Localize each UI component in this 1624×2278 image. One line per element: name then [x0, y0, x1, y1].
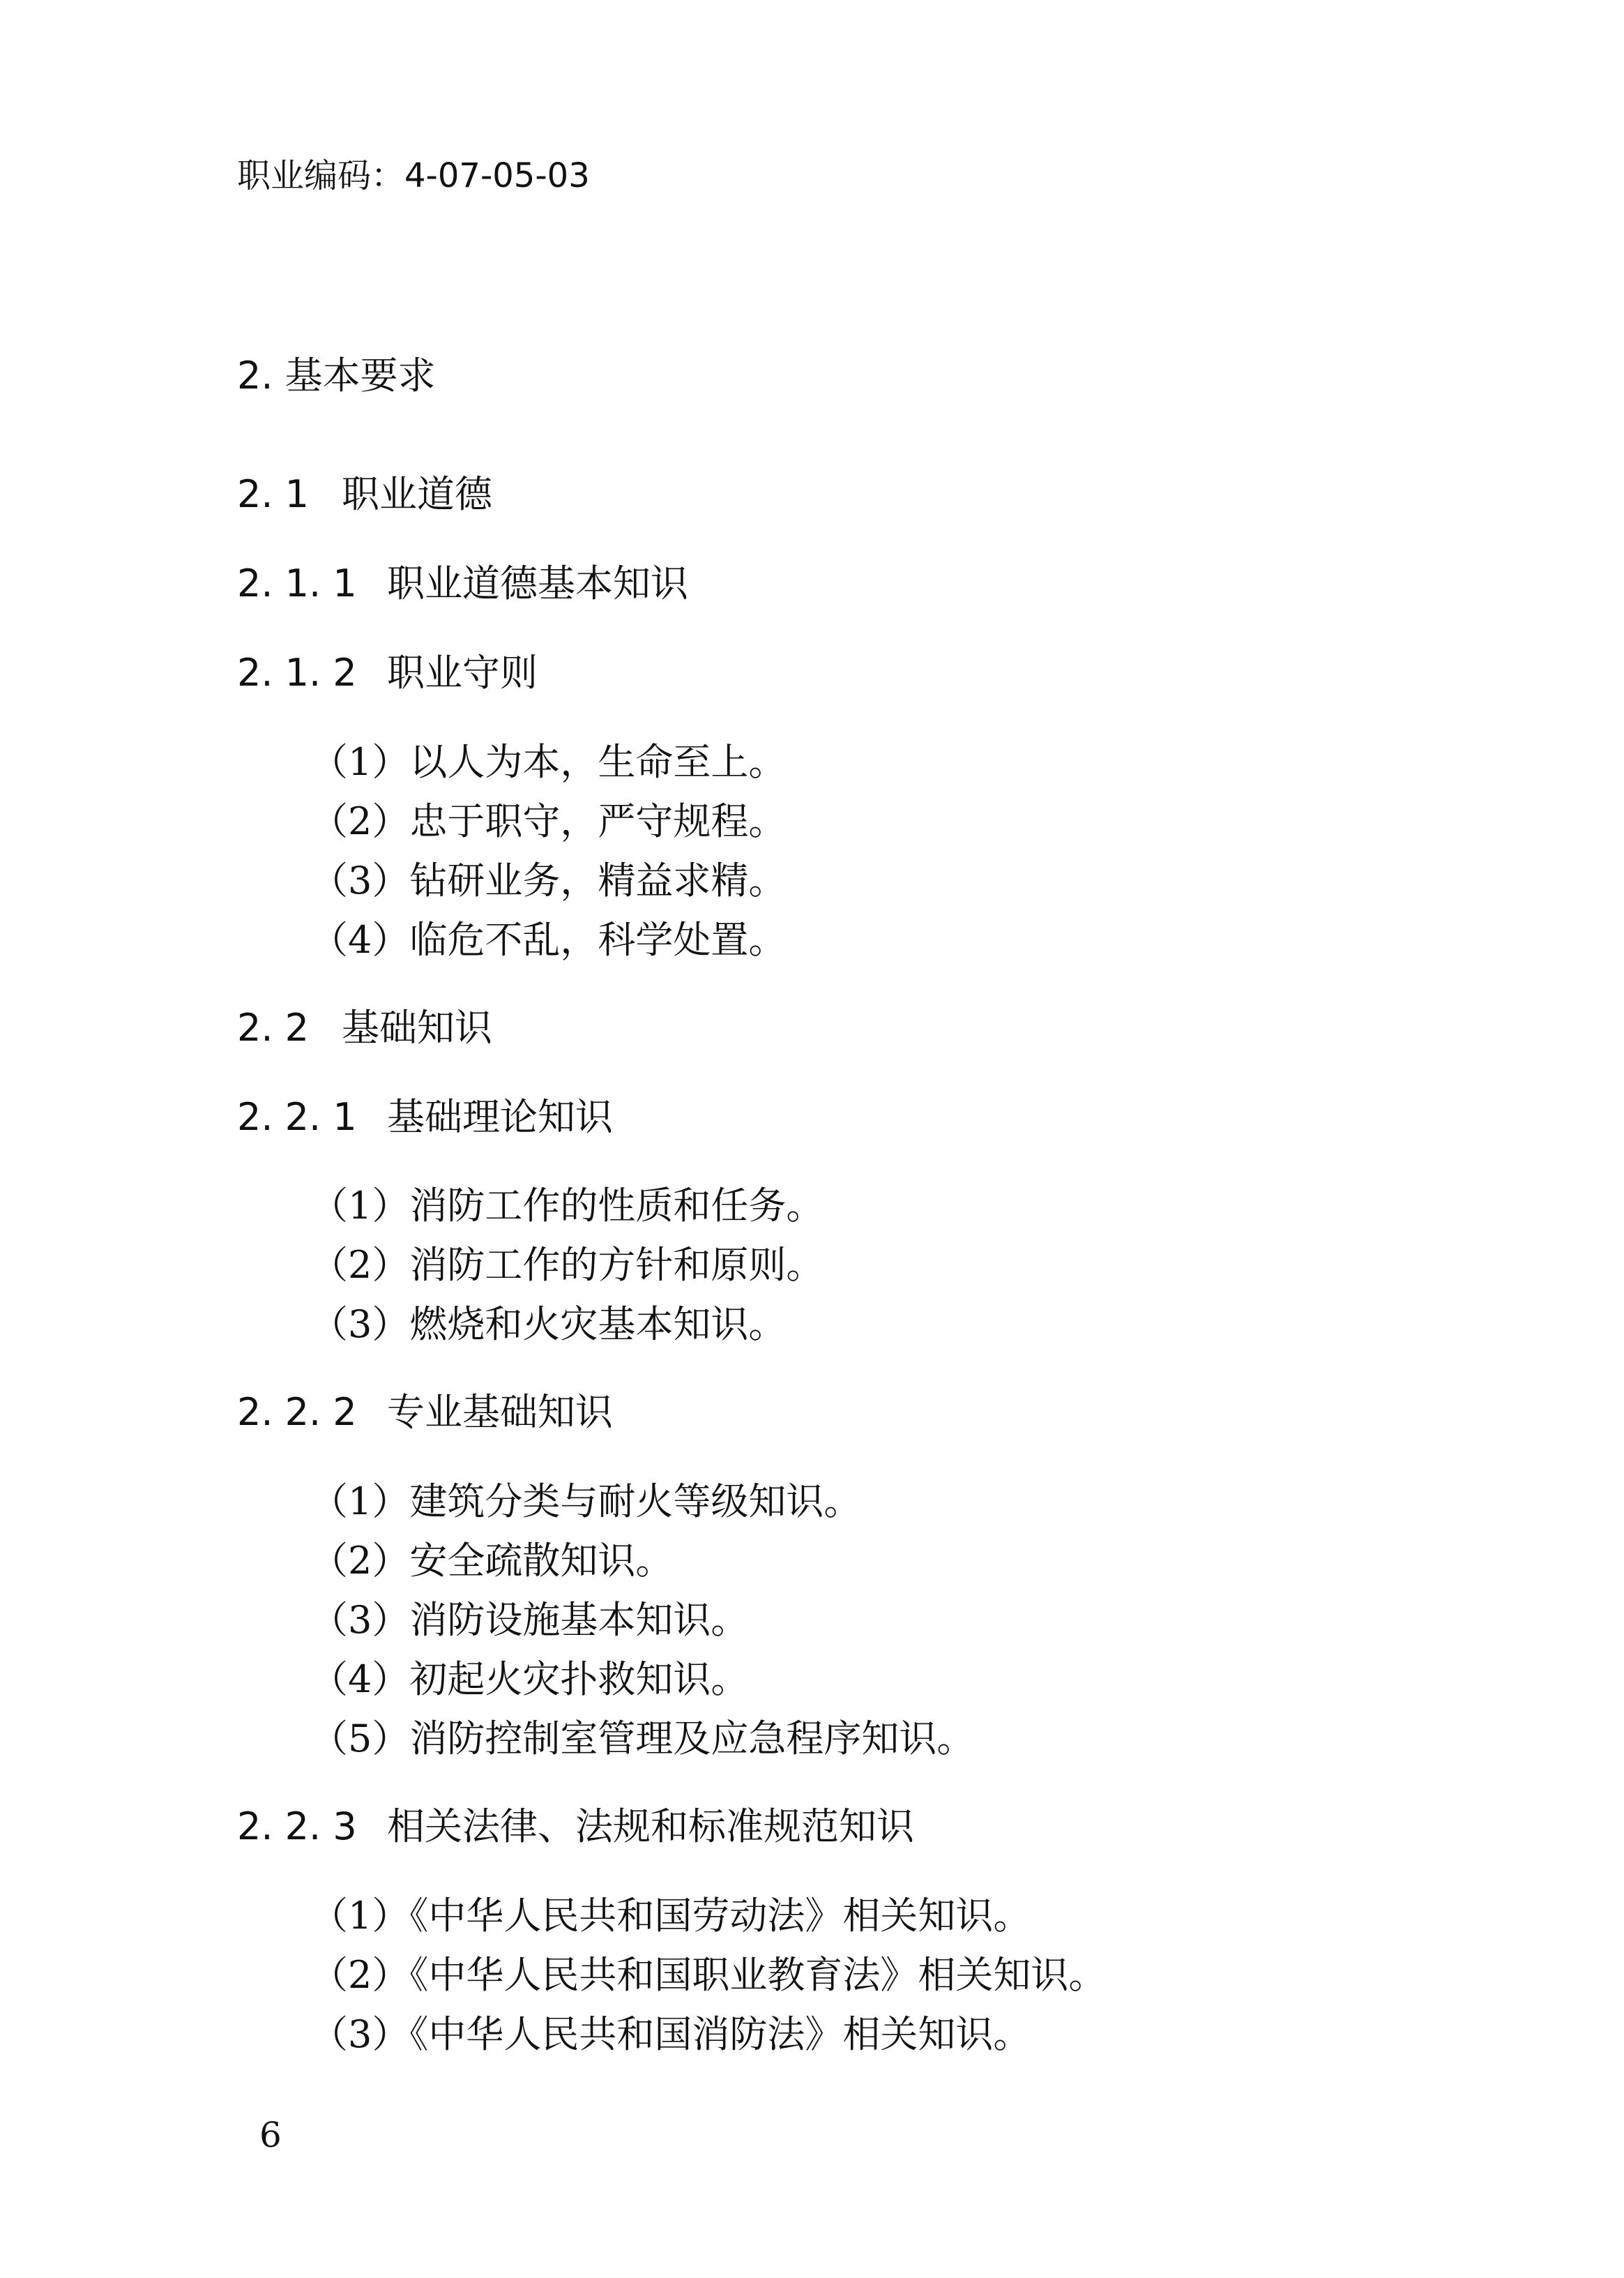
section-2-1-heading [237, 472, 492, 516]
section-title: 基础理论知识 [387, 1095, 613, 1139]
list-item: （4）临危不乱，科学处置。 [310, 918, 787, 962]
list-item: （1）消防工作的性质和任务。 [310, 1184, 824, 1228]
list-item: （2）消防工作的方针和原则。 [310, 1243, 824, 1287]
section-title: 职业守则 [387, 651, 538, 695]
section-number: 2. 2 [237, 1006, 310, 1050]
list-item: （1）以人为本，生命至上。 [310, 740, 787, 784]
section-number: 2. 1. 2 [237, 651, 357, 695]
section-title: 基础知识 [342, 1006, 492, 1050]
section-number: 2. 1. 1 [237, 561, 357, 605]
list-item: （3）燃烧和火灾基本知识。 [310, 1302, 787, 1346]
list-item: （3）《中华人民共和国消防法》相关知识。 [310, 2012, 1031, 2056]
section-title: 职业道德基本知识 [387, 561, 688, 605]
list-item: （2）安全疏散知识。 [310, 1539, 674, 1583]
section-2-2-3-heading [237, 1804, 914, 1848]
section-2-1-2-heading [237, 651, 538, 695]
section-number: 2. 2. 3 [237, 1804, 357, 1848]
section-2-heading: 2. 基本要求 [237, 354, 436, 398]
list-item: （5）消防控制室管理及应急程序知识。 [310, 1717, 975, 1760]
section-title: 相关法律、法规和标准规范知识 [387, 1804, 914, 1848]
section-title: 职业道德 [342, 472, 492, 516]
list-item: （3）消防设施基本知识。 [310, 1598, 749, 1642]
occupation-code: 职业编码：4-07-05-03 [237, 156, 590, 195]
section-2-2-heading [237, 1006, 492, 1050]
section-2-1-1-heading [237, 561, 688, 605]
section-number: 2. 2. 1 [237, 1095, 357, 1139]
list-item: （1）《中华人民共和国劳动法》相关知识。 [310, 1894, 1031, 1938]
section-2-2-2-heading [237, 1390, 613, 1434]
section-2-2-1-heading [237, 1095, 613, 1139]
list-item: （4）初起火灾扑救知识。 [310, 1657, 749, 1701]
page-number: 6 [259, 2115, 282, 2155]
list-item: （2）《中华人民共和国职业教育法》相关知识。 [310, 1953, 1107, 1997]
list-item: （3）钻研业务，精益求精。 [310, 859, 787, 903]
section-number: 2. 2. 2 [237, 1390, 357, 1434]
section-number: 2. 1 [237, 472, 310, 516]
list-item: （2）忠于职守，严守规程。 [310, 799, 787, 843]
list-item: （1）建筑分类与耐火等级知识。 [310, 1479, 862, 1523]
section-title: 专业基础知识 [387, 1390, 613, 1434]
